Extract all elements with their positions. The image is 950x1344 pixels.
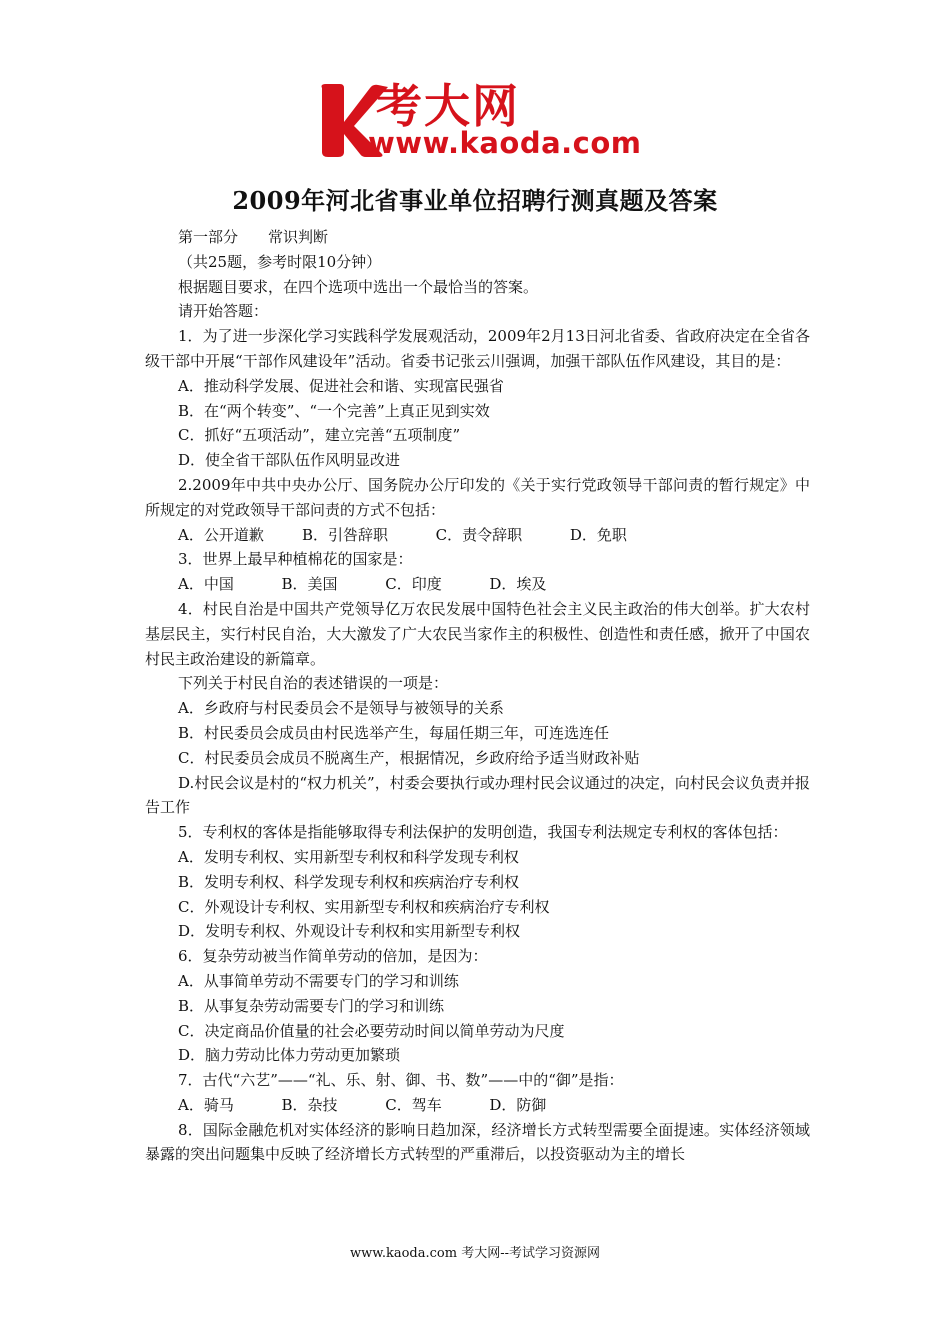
paragraph: 6．复杂劳动被当作简单劳动的倍加，是因为： (178, 947, 488, 966)
paragraph: D．脑力劳动比体力劳动更加繁琐 (178, 1046, 401, 1065)
paragraph: 7．古代“六艺”——“礼、乐、射、御、书、数”——中的“御”是指： (178, 1071, 624, 1090)
paragraph: 根据题目要求，在四个选项中选出一个最恰当的答案。 (178, 277, 539, 296)
paragraph: B．从事复杂劳动需要专门的学习和训练 (178, 996, 445, 1015)
paragraph: C．外观设计专利权、实用新型专利权和疾病治疗专利权 (178, 897, 550, 916)
paragraph: D．使全省干部队伍作风明显改进 (178, 451, 401, 470)
document-title: 2009年河北省事业单位招聘行测真题及答案 (232, 186, 718, 215)
paragraph: A．乡政府与村民委员会不是领导与被领导的关系 (178, 699, 504, 718)
paragraph: A．从事简单劳动不需要专门的学习和训练 (178, 971, 459, 990)
paragraph: D.村民会议是村的“权力机关”，村委会要执行或办理村民会议通过的决定，向村民会议负责并报告工作 (145, 773, 810, 817)
paragraph: 3．世界上最早种植棉花的国家是： (178, 550, 413, 569)
paragraph: A．公开道歉 B．引咎辞职 C．责令辞职 D．免职 (178, 525, 627, 544)
paragraph: （共25题，参考时限10分钟） (178, 252, 382, 271)
paragraph: C．决定商品价值量的社会必要劳动时间以简单劳动为尺度 (178, 1021, 565, 1040)
paragraph: A．中国 B．美国 C．印度 D．埃及 (178, 575, 547, 594)
paragraph: 8．国际金融危机对实体经济的影响日趋加深，经济增长方式转型需要全面提速。实体经济领域暴露的突出问题集中反映了经济增长方式转型的严重滞后，以投资驱动为主的增长 (145, 1120, 810, 1164)
site-logo (318, 79, 642, 160)
paragraph: A．骑马 B．杂技 C．驾车 D．防御 (178, 1095, 547, 1114)
logo-brand-cn: 考大网 (376, 79, 520, 133)
paragraph: 2.2009年中共中央办公厅、国务院办公厅印发的《关于实行党政领导干部问责的暂行规定》中所规定的对党政领导干部问责的方式不包括： (145, 475, 810, 519)
paragraph: B．在“两个转变”、“一个完善”上真正见到实效 (178, 401, 490, 420)
paragraph: B．发明专利权、科学发现专利权和疾病治疗专利权 (178, 872, 520, 891)
paragraph: C．村民委员会成员不脱离生产，根据情况，乡政府给予适当财政补贴 (178, 748, 640, 767)
paragraph: 5．专利权的客体是指能够取得专利法保护的发明创造，我国专利法规定专利权的客体包括： (178, 823, 788, 842)
paragraph: A．发明专利权、实用新型专利权和科学发现专利权 (178, 847, 519, 866)
page-footer: www.kaoda.com 考大网--考试学习资源网 (350, 1246, 600, 1261)
paragraph: C．抓好“五项活动”，建立完善“五项制度” (178, 426, 461, 445)
logo-brand-url: www.kaoda.com (368, 126, 642, 160)
paragraph: D．发明专利权、外观设计专利权和实用新型专利权 (178, 922, 521, 941)
paragraph: 1．为了进一步深化学习实践科学发展观活动，2009年2月13日河北省委、省政府决定在全省各级干部中开展“干部作风建设年”活动。省委书记张云川强调，加强干部队伍作风建设，其目的是： (145, 327, 810, 370)
paragraph: 第一部分 常识判断 (178, 228, 329, 246)
paragraph: B．村民委员会成员由村民选举产生，每届任期三年，可连选连任 (178, 723, 610, 742)
document-body (145, 225, 810, 1167)
paragraph: 下列关于村民自治的表述错误的一项是： (178, 674, 449, 693)
paragraph: A．推动科学发展、促进社会和谐、实现富民强省 (178, 376, 504, 395)
paragraph: 请开始答题： (178, 302, 269, 321)
paragraph: 4．村民自治是中国共产党领导亿万农民发展中国特色社会主义民主政治的伟大创举。扩大农村基层民主，实行村民自治，大大激发了广大农民当家作主的积极性、创造性和责任感，掀开了中国农村民主政治建设的新篇章。 (145, 599, 810, 668)
